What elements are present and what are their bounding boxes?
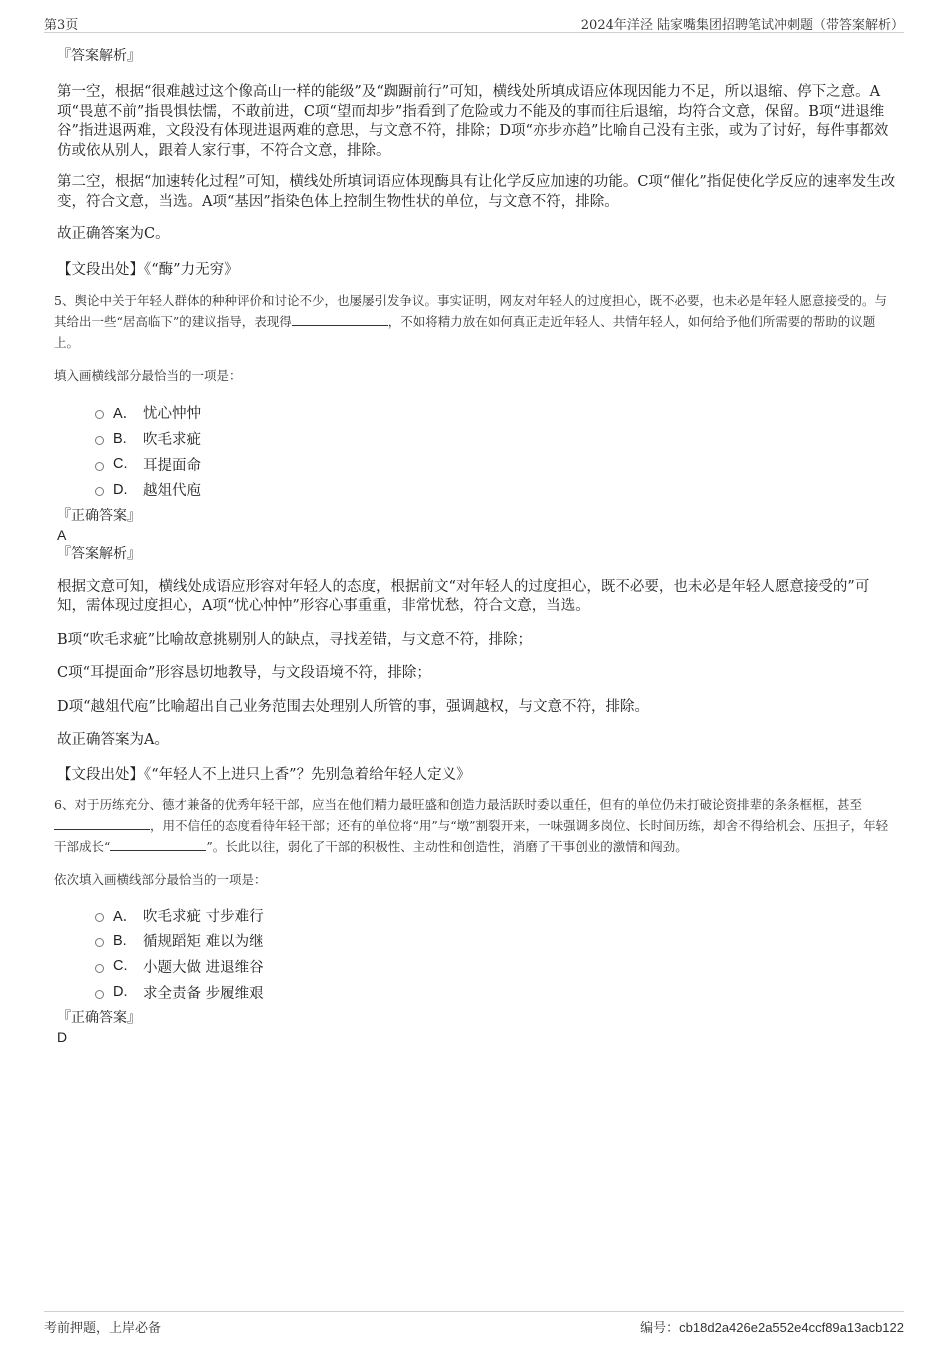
radio-icon[interactable] <box>95 487 104 496</box>
q5-correct-label: 『正确答案』 <box>57 507 141 524</box>
radio-icon[interactable] <box>95 913 104 922</box>
q6-option-a[interactable]: A． 吹毛求疵 寸步难行 <box>95 902 898 928</box>
q6-option-b[interactable]: B. 循规蹈矩 难以为继 <box>95 928 898 954</box>
q5-instruction: 填入画横线部分最恰当的一项是： <box>54 368 242 383</box>
fill-blank <box>110 838 206 851</box>
q5-option-a[interactable]: A． 忧心忡忡 <box>95 400 898 426</box>
q6-instruction: 依次填入画横线部分最恰当的一项是： <box>54 872 267 888</box>
q5-correct-answer: A <box>57 526 67 543</box>
q5-option-b[interactable]: B. 吹毛求疵 <box>95 426 898 452</box>
q6-options <box>95 902 898 1005</box>
q4-analysis-label: 『答案解析』 <box>57 48 141 64</box>
page-footer <box>44 1311 904 1336</box>
q4-source: 【文段出处】《“酶”力无穷》 <box>57 261 239 278</box>
radio-icon[interactable] <box>95 964 104 973</box>
q5-analysis-paragraph: D项“越俎代庖”比喻超出自己业务范围去处理别人所管的事，强调越权，与文意不符，排除。 <box>57 698 649 715</box>
q5-analysis-paragraph: 根据文意可知，横线处成语应形容对年轻人的态度，根据前文“对年轻人的过度担心，既不必要，也未必是年轻人愿意接受的”可知，需体现过度担心，A项“忧心忡忡”形容心事重重，非常忧愁，符合文意，当选。 <box>57 578 870 615</box>
q6-stem: 6、对于历练充分、德才兼备的优秀年轻干部，应当在他们精力最旺盛和创造力最活跃时委以重任，但有的单位仍未打破论资排辈的条条框框，甚至，用不信任的态度看待年轻干部；还有的单位将“用”与“墩”割裂开来，一味强调多岗位、长时间历练，却舍不得给机会、压担子，年轻干部成长“ ”。长此以往，弱化了干部的积极性、主动性和创造性，消磨了干事创业的激情和闯劲。 <box>54 797 889 855</box>
q4-analysis-paragraph: 第一空，根据“很难越过这个像高山一样的能级”及“踟蹰前行”可知，横线处所填成语应体现因能力不足，所以退缩、停下之意。A项“畏葸不前”指畏惧怯懦，不敢前进，C项“望而却步”指看到了危险或力不能及的事而往后退缩，均符合文意，保留。B项“进退维谷”指进退两难，文段没有体现进退两难的意思，与文意不符，排除；D项“亦步亦趋”比喻自己没有主张，或为了讨好，每件事都效仿或依从别人，跟着人家行事，不符合文意，排除。 <box>57 84 889 159</box>
page-header <box>44 12 904 33</box>
q5-analysis-label: 『答案解析』 <box>57 545 141 562</box>
radio-icon[interactable] <box>95 410 104 419</box>
radio-icon[interactable] <box>95 436 104 445</box>
q5-stem: 5、舆论中关于年轻人群体的种种评价和讨论不少，也屡屡引发争议。事实证明，网友对年轻人的过度担心，既不必要，也未必是年轻人愿意接受的。与其给出一些“居高临下”的建议指导，表现得 ，不如将精力放在如何真正走近年轻人、共情年轻人，如何给予他们所需要的帮助的议题上。 <box>54 293 887 350</box>
page-content <box>54 46 898 1046</box>
fill-blank <box>292 313 388 326</box>
q5-conclusion: 故正确答案为A。 <box>57 732 169 749</box>
q5-option-d[interactable]: D. 越俎代庖 <box>95 477 898 503</box>
document-code: 编号：cb18d2a426e2a552e4ccf89a13acb122 <box>640 1320 904 1336</box>
q6-option-d[interactable]: D. 求全责备 步履维艰 <box>95 979 898 1005</box>
q5-options <box>95 400 898 503</box>
q5-source: 【文段出处】《“年轻人不上进只上香”？先别急着给年轻人定义》 <box>57 766 471 783</box>
q4-conclusion: 故正确答案为C。 <box>57 226 170 242</box>
q6-option-c[interactable]: C. 小题大做 进退维谷 <box>95 954 898 980</box>
q5-option-c[interactable]: C. 耳提面命 <box>95 451 898 477</box>
radio-icon[interactable] <box>95 990 104 999</box>
q5-analysis-paragraph: B项“吹毛求疵”比喻故意挑剔别人的缺点，寻找差错，与文意不符，排除； <box>57 631 532 648</box>
page-number: 第3页 <box>44 18 79 33</box>
fill-blank <box>54 817 150 830</box>
q5-analysis-paragraph: C项“耳提面命”形容恳切地教导，与文段语境不符，排除； <box>57 665 431 682</box>
q6-correct-label: 『正确答案』 <box>57 1010 141 1026</box>
radio-icon[interactable] <box>95 938 104 947</box>
footer-slogan: 考前押题，上岸必备 <box>44 1321 162 1336</box>
document-title: 2024年洋泾 陆家嘴集团招聘笔试冲刺题（带答案解析） <box>580 18 904 33</box>
radio-icon[interactable] <box>95 462 104 471</box>
q6-correct-answer: D <box>57 1029 68 1045</box>
q4-analysis-paragraph: 第二空，根据“加速转化过程”可知，横线处所填词语应体现酶具有让化学反应加速的功能。C项“催化”指促使化学反应的速率发生改变，符合文意，当选。A项“基因”指染色体上控制生物性状的单位，与文意不符，排除。 <box>57 174 896 210</box>
